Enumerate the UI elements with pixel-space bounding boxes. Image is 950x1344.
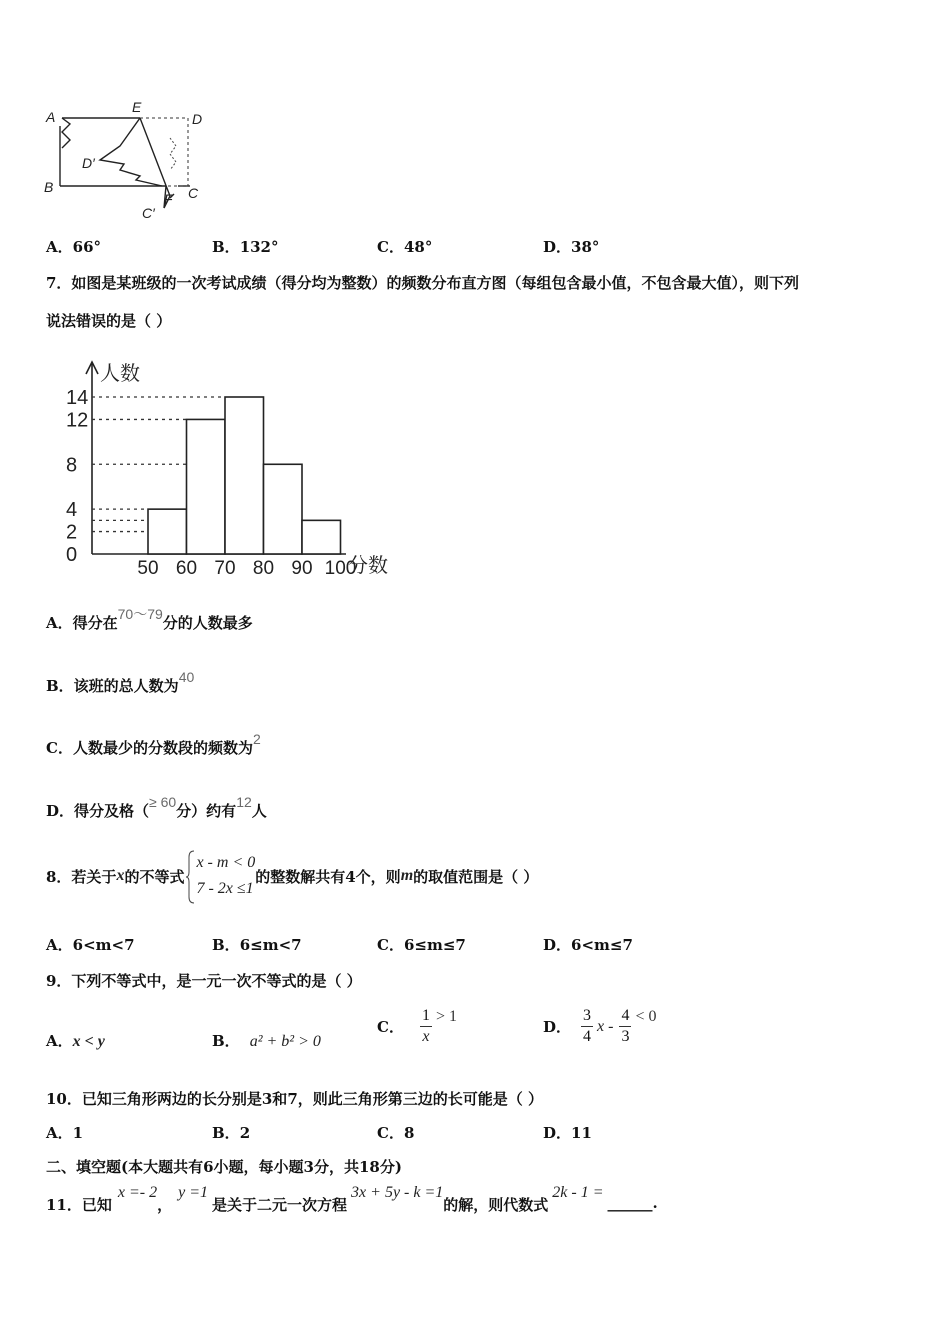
option-letter: C． bbox=[377, 238, 404, 256]
section-title: 二、填空题(本大题共有6小题，每小题3分，共18分) bbox=[46, 1158, 402, 1176]
q11-mid: 是关于二元一次方程 bbox=[212, 1196, 348, 1214]
option-letter: C． bbox=[377, 1124, 404, 1142]
option-text: 6<m<7 bbox=[72, 936, 135, 954]
option-value: 70～79 bbox=[117, 606, 163, 622]
option-value-2: 12 bbox=[236, 794, 252, 810]
q11-eq4: 2k - 1 = bbox=[552, 1184, 604, 1201]
q6-option-d[interactable] bbox=[543, 236, 599, 257]
q6-option-a[interactable] bbox=[46, 236, 101, 257]
y-tick-label: 4 bbox=[66, 499, 78, 522]
q8-option-a[interactable] bbox=[46, 934, 135, 955]
q6-geometry-figure bbox=[40, 98, 220, 228]
x-tick-label: 60 bbox=[175, 558, 198, 579]
option-text: 1 bbox=[72, 1124, 84, 1142]
q6-option-b[interactable] bbox=[212, 236, 279, 257]
histogram-bar bbox=[264, 464, 303, 554]
option-text: 11 bbox=[571, 1124, 592, 1142]
q8-var-x: x bbox=[116, 867, 125, 884]
option-rest: > 1 bbox=[435, 1007, 457, 1025]
option-letter: D． bbox=[543, 1124, 572, 1142]
q8-mid: 的不等式 bbox=[124, 867, 185, 886]
q9-option-b[interactable] bbox=[212, 1030, 321, 1051]
q10-option-d[interactable] bbox=[543, 1122, 592, 1143]
y-tick-label: 12 bbox=[66, 409, 89, 432]
fraction-2 bbox=[619, 1006, 631, 1047]
q8-stem bbox=[46, 848, 538, 904]
q8-system bbox=[186, 850, 255, 902]
fraction-denominator: 3 bbox=[621, 1028, 630, 1045]
option-letter: B． bbox=[212, 238, 240, 256]
label-A: A bbox=[46, 109, 56, 125]
y-axis-label: 人数 bbox=[100, 363, 140, 385]
label-D-prime: D′ bbox=[82, 155, 95, 171]
option-letter: A． bbox=[46, 238, 73, 256]
option-expr: x < y bbox=[72, 1033, 105, 1050]
option-letter: D． bbox=[543, 1018, 572, 1036]
q7-option-a[interactable] bbox=[46, 606, 253, 633]
q8-post1: 的整数解共有4个，则 bbox=[255, 867, 401, 886]
option-text: 38° bbox=[571, 238, 600, 256]
option-letter: B． bbox=[212, 1124, 240, 1142]
q8-option-b[interactable] bbox=[212, 934, 302, 955]
option-value-1: ≥ 60 bbox=[149, 794, 177, 810]
x-tick-label: 70 bbox=[214, 558, 236, 579]
option-mid: x - bbox=[597, 1017, 614, 1035]
label-F: F bbox=[164, 191, 173, 207]
label-D: D bbox=[192, 111, 203, 127]
option-letter: D． bbox=[543, 238, 572, 256]
option-text: 8 bbox=[403, 1124, 415, 1142]
fraction-numerator: 4 bbox=[619, 1006, 631, 1027]
label-C: C bbox=[188, 185, 199, 201]
option-text: 6≤m≤7 bbox=[403, 936, 466, 954]
fraction-denominator: x bbox=[422, 1028, 430, 1045]
q9-option-c[interactable] bbox=[377, 1006, 457, 1047]
q7-option-b[interactable] bbox=[46, 669, 195, 696]
q6-option-c[interactable] bbox=[377, 236, 432, 257]
q11-eq2: y =1 bbox=[178, 1184, 209, 1201]
q9-option-d[interactable] bbox=[543, 1006, 656, 1047]
q11-end: . bbox=[652, 1194, 658, 1212]
q7-histogram bbox=[40, 352, 410, 587]
label-C-prime: C′ bbox=[142, 205, 155, 221]
histogram-bar bbox=[225, 397, 264, 554]
q7-stem-line2: 说法错误的是（ ） bbox=[46, 312, 172, 330]
option-text-post: 人 bbox=[251, 802, 267, 820]
q9-option-a[interactable] bbox=[46, 1030, 105, 1051]
option-text: 132° bbox=[239, 238, 279, 256]
q7-stem-line1: 7．如图是某班级的一次考试成绩（得分均为整数）的频数分布直方图（每组包含最小值，不包含最大值），则下列 bbox=[46, 274, 799, 292]
q11-eq1: x =- 2 bbox=[117, 1184, 158, 1201]
q8-post2: 的取值范围是（ ） bbox=[413, 867, 539, 886]
option-letter: C． bbox=[377, 1018, 404, 1036]
option-rest: < 0 bbox=[635, 1007, 657, 1025]
q8-option-c[interactable] bbox=[377, 934, 466, 955]
option-value: 2 bbox=[252, 731, 261, 747]
option-letter: D． bbox=[543, 936, 572, 954]
fraction-numerator: 1 bbox=[420, 1006, 432, 1027]
q9-stem: 9．下列不等式中，是一元一次不等式的是（ ） bbox=[46, 972, 362, 990]
x-tick-label: 90 bbox=[291, 558, 313, 579]
q11-stem bbox=[46, 1184, 658, 1215]
option-letter: B． bbox=[212, 1032, 240, 1050]
y-tick-label: 14 bbox=[66, 387, 89, 409]
q8-ineq1: x - m < 0 bbox=[196, 854, 256, 871]
option-text: 66° bbox=[72, 238, 102, 256]
x-tick-label: 80 bbox=[252, 558, 275, 579]
option-text: 2 bbox=[239, 1124, 251, 1142]
option-value: 40 bbox=[178, 669, 195, 685]
q10-option-b[interactable] bbox=[212, 1122, 250, 1143]
option-text-pre: A．得分在 bbox=[46, 614, 118, 632]
q11-eq3: 3x + 5y - k =1 bbox=[351, 1184, 444, 1201]
q10-stem: 10．已知三角形两边的长分别是3和7，则此三角形第三边的长可能是（ ） bbox=[46, 1090, 543, 1108]
brace-icon bbox=[186, 850, 196, 904]
label-E: E bbox=[132, 99, 142, 115]
q11-comma: ， bbox=[157, 1196, 173, 1214]
option-text: 6<m≤7 bbox=[571, 936, 633, 954]
fraction-1 bbox=[581, 1006, 593, 1047]
q10-option-c[interactable] bbox=[377, 1122, 414, 1143]
y-tick-label: 2 bbox=[66, 521, 78, 544]
q7-option-c[interactable] bbox=[46, 731, 261, 758]
q11-post: 的解，则代数式 bbox=[443, 1196, 549, 1214]
option-text-pre: B．该班的总人数为 bbox=[46, 677, 179, 695]
histogram-bar bbox=[148, 509, 187, 554]
option-letter: B． bbox=[212, 936, 240, 954]
fraction bbox=[420, 1006, 432, 1047]
q8-var-m: m bbox=[400, 867, 414, 884]
q8-pre: 8．若关于 bbox=[46, 867, 117, 886]
option-text: 6≤m<7 bbox=[239, 936, 302, 954]
histogram-bar bbox=[302, 520, 341, 554]
histogram-bar bbox=[187, 419, 226, 554]
option-text-pre: C．人数最少的分数段的频数为 bbox=[46, 739, 253, 757]
option-text: 48° bbox=[403, 238, 433, 256]
option-text-post: 分的人数最多 bbox=[162, 614, 253, 632]
option-expr: a² + b² > 0 bbox=[249, 1033, 321, 1050]
option-letter: A． bbox=[46, 936, 73, 954]
y-tick-label: 0 bbox=[66, 544, 78, 566]
x-axis-label: 分数 bbox=[348, 555, 388, 577]
option-letter: A． bbox=[46, 1032, 73, 1050]
x-tick-label: 50 bbox=[137, 558, 159, 579]
y-tick-label: 8 bbox=[66, 454, 78, 477]
fraction-denominator: 4 bbox=[583, 1028, 592, 1045]
x-tick-label: 100 bbox=[324, 558, 357, 579]
q8-ineq2: 7 - 2x ≤1 bbox=[196, 880, 254, 897]
q11-pre: 11．已知 bbox=[46, 1196, 112, 1214]
label-B: B bbox=[44, 179, 54, 195]
option-text-mid: 分）约有 bbox=[176, 802, 237, 820]
option-letter: A． bbox=[46, 1124, 73, 1142]
option-text-pre: D．得分及格（ bbox=[46, 802, 150, 820]
q7-option-d[interactable] bbox=[46, 794, 267, 821]
fraction-numerator: 3 bbox=[581, 1006, 593, 1027]
q10-option-a[interactable] bbox=[46, 1122, 83, 1143]
q8-option-d[interactable] bbox=[543, 934, 633, 955]
q11-answer-blank[interactable]: ______ bbox=[607, 1194, 653, 1212]
option-letter: C． bbox=[377, 936, 404, 954]
